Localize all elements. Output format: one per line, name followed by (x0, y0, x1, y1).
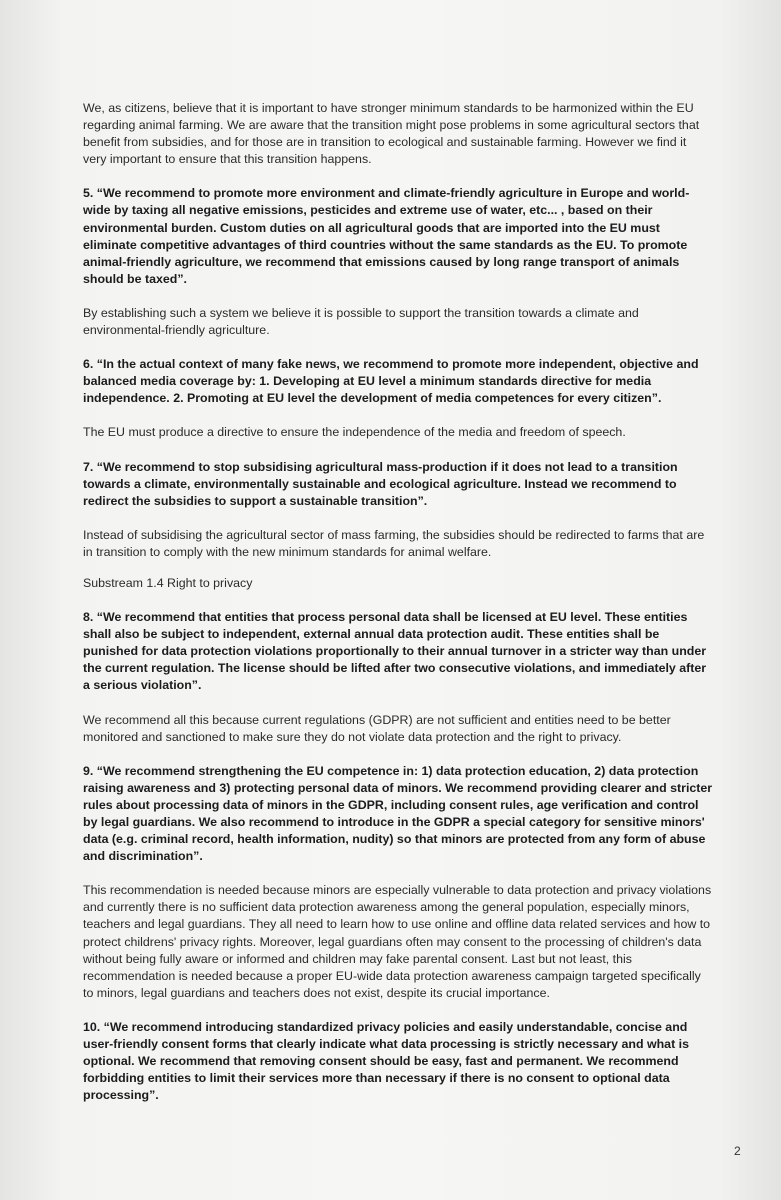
recommendation-6: 6. “In the actual context of many fake news, we recommend to promote more independent, objective and balanced media coverage by: 1. Developing at EU level a minimum standards directive for media independence. 2. Promoting at EU level the development of media competences for every citizen”. (83, 357, 699, 406)
recommendation-10: 10. “We recommend introducing standardized privacy policies and easily understandable, concise and user-friendly consent forms that clearly indicate what data processing is strictly necessary and what is optional. We recommend that removing consent should be easy, fast and permanent. We recommend forbidding entities to limit their services more than necessary if there is no consent to optional data processing”. (83, 1019, 689, 1103)
document-body (83, 100, 713, 1104)
page-number: 2 (734, 1144, 741, 1158)
recommendation-7: 7. “We recommend to stop subsidising agricultural mass-production if it does not lead to a transition towards a climate, environmentally sustainable and ecological agriculture. Instead we recommend to redirect the subsidies to support a sustainable transition”. (83, 459, 678, 508)
paragraph-intro: We, as citizens, believe that it is important to have stronger minimum standards to be harmonized within the EU regarding animal farming. We are aware that the transition might pose problems in some agricultural sectors that benefit from subsidies, and for those are in transition to ecological and sustainable farming. However we find it very important to ensure that this transition happens. (83, 101, 700, 167)
paragraph-rationale-8: We recommend all this because current regulations (GDPR) are not sufficient and entities need to be better monitored and sanctioned to make sure they do not violate data protection and the right to privacy. (83, 712, 671, 744)
paragraph-rationale-7: Instead of subsidising the agricultural sector of mass farming, the subsidies should be redirected to farms that are in transition to comply with the new minimum standards for animal welfare. (83, 527, 705, 559)
paragraph-rationale-5: By establishing such a system we believe it is possible to support the transition towards a climate and environmental-friendly agriculture. (83, 305, 639, 338)
recommendation-8: 8. “We recommend that entities that process personal data shall be licensed at EU level. These entities shall also be subject to independent, external annual data protection audit. These entities shall be punished for data protection violations proportionally to their annual turnover in a stricter way than under the current regulation. The license should be lifted after two consecutive violations, and immediately after a serious violation”. (83, 610, 707, 693)
paragraph-rationale-9: This recommendation is needed because minors are especially vulnerable to data protection and privacy violations and currently there is no sufficient data protection awareness among the general population, especially minors, teachers and legal guardians. They all need to learn how to use online and offline data related services and how to protect childrens' privacy rights. Moreover, legal guardians often may consent to the processing of children's data without being fully aware or informed and children may fake parental consent. Last but not least, this recommendation is needed because a proper EU-wide data protection awareness campaign targeted specifically to minors, legal guardians and teachers does not exist, despite its crucial importance. (83, 883, 712, 1000)
recommendation-5: 5. “We recommend to promote more environment and climate-friendly agriculture in Europe and world-wide by taxing all negative emissions, pesticides and extreme use of water, etc... , based on their environmental burden. Custom duties on all agricultural goods that are imported into the EU must eliminate competitive advantages of third countries without the same standards as the EU. To promote animal-friendly agriculture, we recommend that emissions caused by long range transport of animals should be taxed”. (83, 186, 690, 286)
paragraph-rationale-6: The EU must produce a directive to ensure the independence of the media and freedom of speech. (83, 425, 626, 440)
section-heading-substream: Substream 1.4 Right to privacy (83, 575, 253, 590)
recommendation-9: 9. “We recommend strengthening the EU competence in: 1) data protection education, 2) data protection raising awareness and 3) protecting personal data of minors. We recommend providing clearer and stricter rules about processing data of minors in the GDPR, including consent rules, age verification and control by legal guardians. We also recommend to introduce in the GDPR a special category for sensitive minors' data (e.g. criminal record, health information, nudity) so that minors are protected from any form of abuse and discrimination”. (83, 763, 713, 864)
